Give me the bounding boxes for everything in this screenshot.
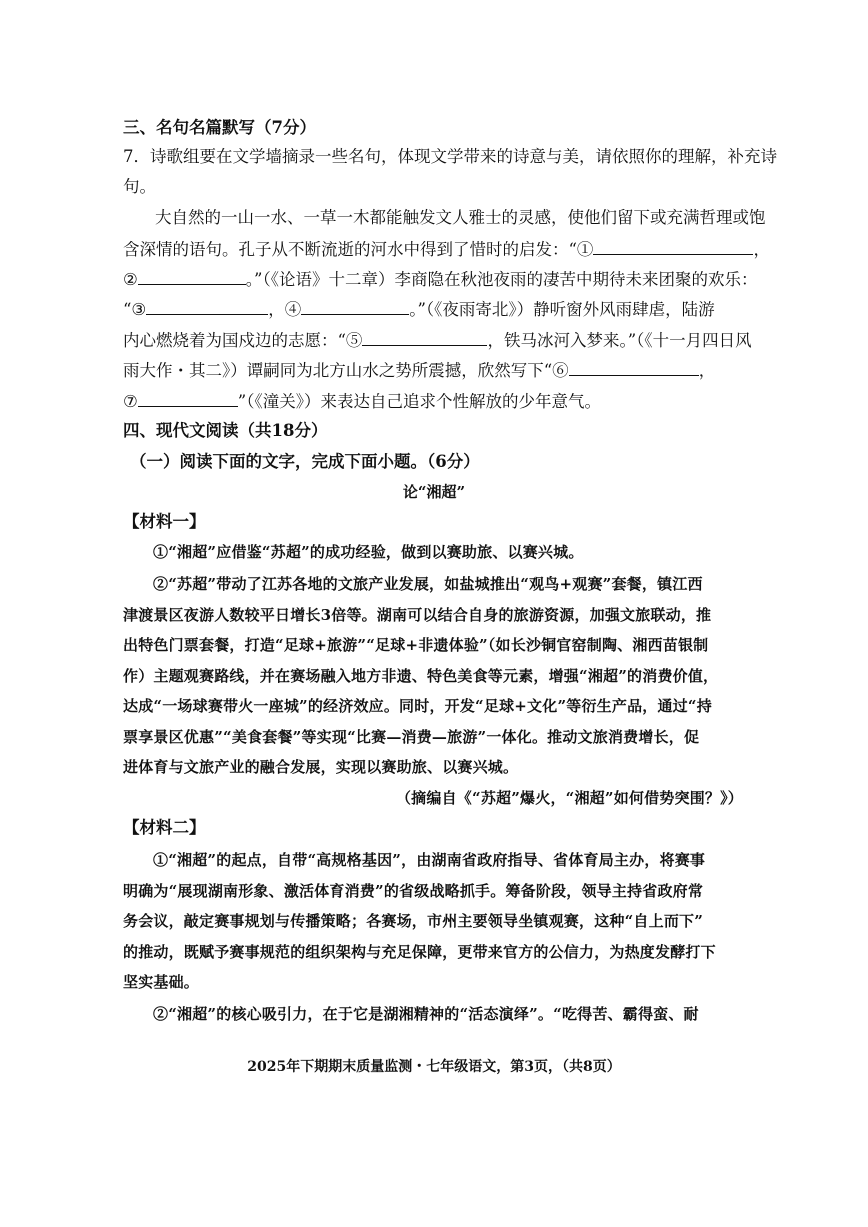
material-2-para-1-line: ①“湘超”的起点，自带“高规格基因”，由湖南省政府指导、省体育局主办，将赛事 [153,851,706,869]
answer-blank-1[interactable] [593,238,753,255]
material-1-para-2-line: 津渡景区夜游人数较平日增长3倍等。湖南可以结合自身的旅游资源，加强文旅联动，推 [123,606,712,624]
material-1-label: 【材料一】 [123,512,206,531]
material-1-para-1: ①“湘超”应借鉴“苏超”的成功经验，做到以赛助旅、以赛兴城。 [153,543,584,561]
q7-line-1: 7．诗歌组要在文学墙摘录一些名句，体现文学带来的诗意与美，请依照你的理解，补充诗 [123,147,777,166]
passage-text: 。”（《论语》十二章）李商隐在秋池夜雨的凄苦中期待未来团聚的欢乐： [245,270,758,289]
subsection-1-heading: （一）阅读下面的文字，完成下面小题。（6分） [130,452,480,471]
material-1-para-2-line: ②“苏超”带动了江苏各地的文旅产业发展，如盐城推出“观鸟+观赛”套餐，镇江西 [153,575,703,593]
passage-text: “③ [123,300,147,319]
material-2-para-1-line: 明确为“展现湖南形象、激活体育消费”的省级战略抓手。筹备阶段，领导主持省政府常 [123,882,704,900]
material-2-label: 【材料二】 [123,818,206,837]
passage-line-4 [123,298,715,321]
passage-text: 雨大作・其二》）谭嗣同为北方山水之势所震撼，欣然写下“⑥ [123,361,569,380]
passage-line-1: 大自然的一山一水、一草一木都能触发文人雅士的灵感，使他们留下或充满哲理或饱 [155,208,766,227]
section3-heading: 三、名句名篇默写（7分） [123,118,316,137]
material-1-para-2-line: 票享景区优惠”“美食套餐”等实现“比赛—消费—旅游”一体化。推动文旅消费增长，促 [123,728,700,746]
material-1-para-2-line: 达成“一场球赛带火一座城”的经济效应。同时，开发“足球+文化”等衍生产品，通过“持 [123,697,712,715]
material-1-para-2-line: 出特色门票套餐，打造“足球+旅游”“足球+非遗体验”（如长沙铜官窑制陶、湘西苗银制 [123,636,709,654]
passage-text: ② [123,270,138,289]
material-2-para-1-line: 的推动，既赋予赛事规范的组织架构与充足保障，更带来官方的公信力，为热度发酵打下 [123,943,716,961]
answer-blank-4[interactable] [301,298,409,315]
passage-text: ， [753,240,770,259]
passage-text: 含深情的语句。孔子从不断流逝的河水中得到了惜时的启发：“① [123,240,594,259]
material-1-source: （摘编自《“苏超”爆火，“湘超”如何借势突围？》） [395,789,743,807]
material-2-para-1-line: 务会议，敲定赛事规划与传播策略；各赛场，市州主要领导坐镇观赛，这种“自上而下” [123,912,704,930]
material-2-para-2-line: ②“湘超”的核心吸引力，在于它是湖湘精神的“活态演绎”。“吃得苦、霸得蛮、耐 [153,1005,699,1023]
passage-text: ”（《潼关》）来表达自己追求个性解放的少年意气。 [237,392,601,411]
answer-blank-3[interactable] [146,298,268,315]
passage-text: ⑦ [123,392,138,411]
article-title: 论“湘超” [402,483,466,501]
passage-text: 内心燃烧着为国戍边的志愿：“⑤ [123,331,363,350]
passage-line-3 [123,268,757,291]
material-1-para-2-line: 进体育与文旅产业的融合发展，实现以赛助旅、以赛兴城。 [123,758,519,776]
answer-blank-7[interactable] [138,390,238,407]
material-2-para-1-line: 坚实基础。 [123,973,200,991]
answer-blank-6[interactable] [569,359,699,376]
passage-text: ， [698,361,716,380]
passage-text: 。”（《夜雨寄北》）静听窗外风雨肆虐，陆游 [409,300,715,319]
answer-blank-5[interactable] [362,329,487,346]
material-1-para-2-line: 作）主题观赛路线，并在赛场融入地方非遗、特色美食等元素，增强“湘超”的消费价值， [123,667,719,685]
page-footer: 2025年下期期末质量监测・七年级语文，第3页，（共8页） [247,1059,621,1075]
passage-line-6 [123,359,715,382]
passage-line-5 [123,329,752,352]
answer-blank-2[interactable] [138,268,246,285]
section4-heading: 四、现代文阅读（共18分） [123,421,328,440]
passage-text: ，铁马冰河入梦来。”（《十一月四日风 [487,331,752,350]
q7-line-2: 句。 [123,177,156,196]
passage-line-2 [123,238,770,261]
passage-line-7 [123,390,601,413]
passage-text: ，④ [268,300,302,319]
